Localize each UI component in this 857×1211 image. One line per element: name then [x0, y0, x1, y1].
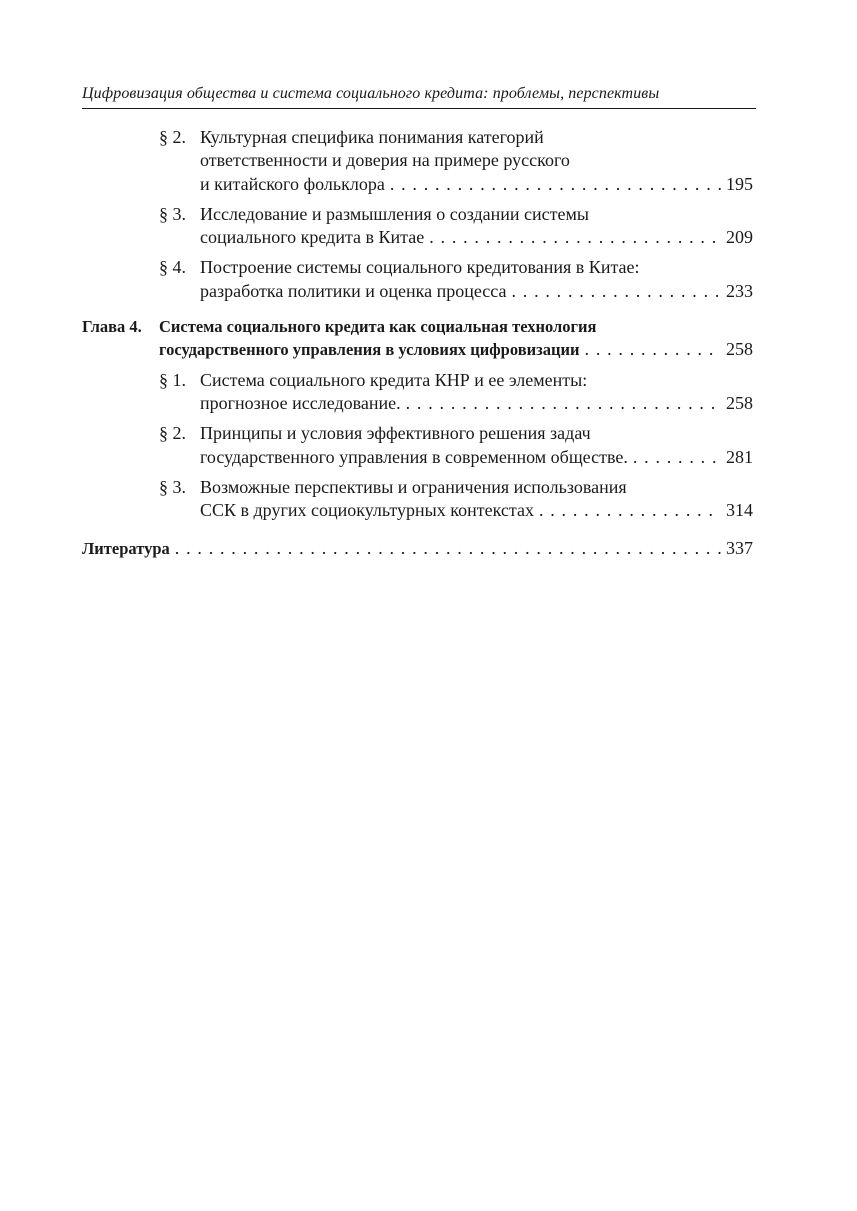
entry-title-line: ответственности и доверия на примере русского: [200, 150, 570, 171]
toc-entry-ch4-section-1[interactable]: [82, 369, 753, 416]
entry-title-line: Построение системы социального кредитования в Китае:: [200, 257, 640, 278]
entry-title-line: Система социального кредита как социальная технология: [159, 317, 597, 337]
entry-title-line: Принципы и условия эффективного решения задач: [200, 423, 591, 444]
running-header: Цифровизация общества и система социального кредита: проблемы, перспективы: [82, 85, 660, 102]
page-number: 314: [726, 500, 753, 521]
entry-title-line: государственного управления в условиях цифровизации: [159, 340, 580, 360]
dot-leader: [633, 446, 721, 469]
literature-label: Литература: [82, 539, 170, 559]
page-number: 209: [726, 227, 753, 248]
dot-leader: [511, 280, 721, 303]
entry-title-line: ССК в других социокультурных контекстах: [200, 500, 534, 521]
dot-leader: [406, 392, 721, 415]
dot-leader: [390, 173, 721, 196]
toc-entry-literature[interactable]: [82, 537, 753, 560]
entry-title-line: государственного управления в современном обществе.: [200, 446, 628, 467]
entry-title-line: социального кредита в Китае: [200, 227, 425, 248]
toc-entry-ch4-section-2[interactable]: [82, 422, 753, 469]
entry-title-line: Культурная специфика понимания категорий: [200, 127, 544, 147]
dot-leader: [539, 499, 721, 522]
page-number: 233: [726, 280, 753, 301]
toc-entry-ch4-section-3[interactable]: [82, 476, 753, 523]
page-number: 258: [726, 392, 753, 413]
section-marker: § 1.: [159, 369, 186, 390]
entry-title-line: и китайского фольклора: [200, 173, 385, 194]
section-marker: § 2.: [159, 423, 186, 444]
dot-leader: [429, 226, 721, 249]
header-rule: [82, 108, 756, 109]
dot-leader: [175, 537, 721, 560]
section-marker: § 2.: [159, 127, 186, 147]
toc-entry-section-2-folklore[interactable]: [82, 126, 753, 196]
section-marker: § 4.: [159, 257, 186, 278]
entry-title-line: Возможные перспективы и ограничения использования: [200, 476, 627, 497]
page-number: 337: [726, 538, 753, 559]
page-number: 195: [726, 173, 753, 194]
entry-title-line: Исследование и размышления о создании системы: [200, 203, 589, 224]
toc-entry-chapter-4[interactable]: [82, 315, 753, 362]
section-marker: § 3.: [159, 476, 186, 497]
toc-entry-section-3-research[interactable]: [82, 203, 753, 250]
section-marker: § 3.: [159, 203, 186, 224]
table-of-contents: [82, 126, 753, 561]
entry-title-line: разработка политики и оценка процесса: [200, 280, 507, 301]
page-number: 258: [726, 339, 753, 360]
entry-title-line: прогнозное исследование.: [200, 392, 401, 413]
dot-leader: [585, 338, 721, 361]
chapter-marker: Глава 4.: [82, 317, 142, 337]
toc-entry-section-4-building[interactable]: [82, 256, 753, 303]
page-number: 281: [726, 446, 753, 467]
entry-title-line: Система социального кредита КНР и ее элементы:: [200, 369, 588, 390]
